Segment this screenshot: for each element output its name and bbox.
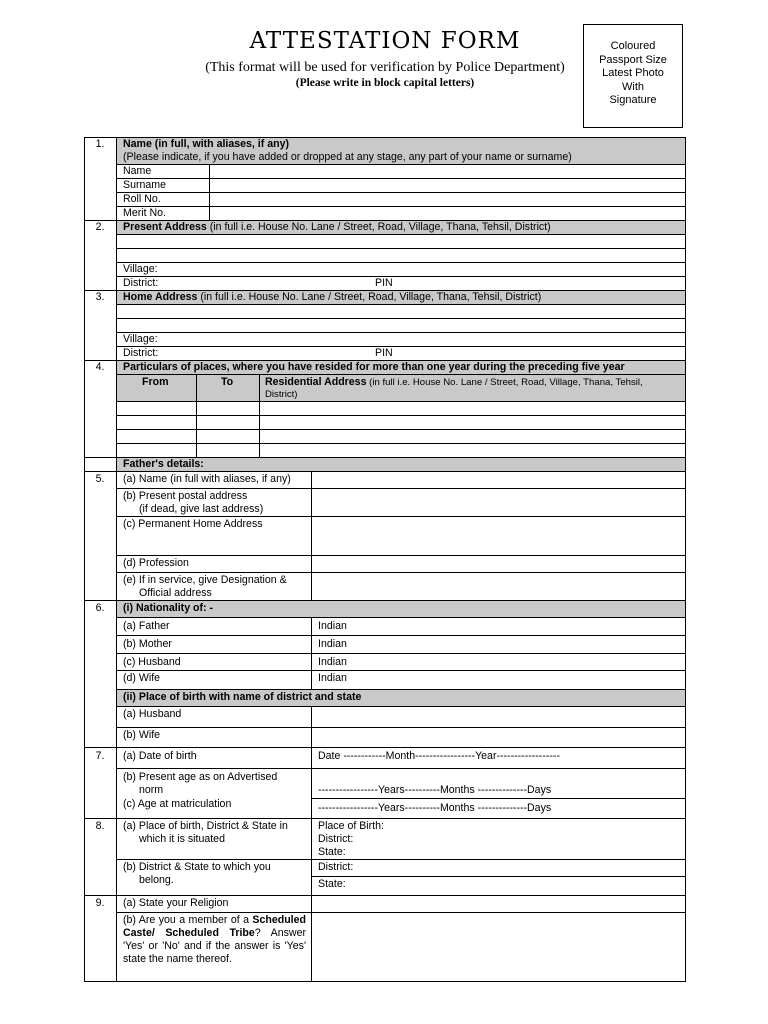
father-profession-field[interactable]	[313, 556, 684, 571]
religion-field[interactable]	[313, 896, 684, 912]
s1-note: (Please indicate, if you have added or dropped at any stage, any part of your name or surname)	[123, 151, 572, 163]
surname-label: Surname	[123, 179, 166, 191]
district-label: District:	[123, 347, 159, 359]
name-field[interactable]	[211, 165, 684, 178]
s2-heading: Present Address (in full i.e. House No. Lane / Street, Road, Village, Thana, Tehsil, District)	[123, 221, 551, 233]
father-name-label: (a) Name (in full with aliases, if any)	[123, 473, 291, 485]
nat-husband-label: (c) Husband	[123, 656, 181, 668]
nat-husband-value[interactable]: Indian	[318, 656, 347, 668]
s6-heading2: (ii) Place of birth with name of district and state	[123, 691, 362, 703]
nat-mother-value[interactable]: Indian	[318, 638, 347, 650]
section-number: 6.	[95, 602, 105, 614]
col-address-cont: District)	[265, 389, 298, 400]
photo-line: Coloured	[610, 40, 656, 52]
village-label: Village:	[123, 263, 158, 275]
merit-no-label: Merit No.	[123, 207, 166, 219]
matric-age-field[interactable]: -----------------Years----------Months --------------Days	[318, 802, 552, 814]
nat-mother-label: (b) Mother	[123, 638, 172, 650]
age-label-cont: norm	[139, 784, 164, 796]
pob-field[interactable]: Place of Birth:	[318, 820, 384, 832]
photo-line: Passport Size	[599, 53, 667, 66]
nat-father-value[interactable]: Indian	[318, 620, 347, 632]
father-designation-field[interactable]	[313, 573, 684, 599]
pin-label: PIN	[375, 277, 393, 289]
section-number: 2.	[95, 221, 105, 233]
section-number: 5.	[95, 473, 105, 485]
belong-label-cont: belong.	[139, 874, 174, 886]
form-title: ATTESTATION FORM	[249, 28, 521, 54]
village-label: Village:	[123, 333, 158, 345]
photo-line: Signature	[609, 94, 657, 106]
col-to: To	[221, 376, 234, 388]
residence-rows[interactable]	[118, 402, 684, 456]
pob-district-field[interactable]: District:	[318, 833, 354, 845]
pob-place-label-cont: which it is situated	[139, 833, 225, 845]
s1-heading: Name (in full, with aliases, if any)	[123, 138, 290, 150]
father-postal-note: (if dead, give last address)	[139, 503, 264, 515]
section-number: 1.	[95, 138, 105, 150]
father-designation-label: (e) If in service, give Designation &	[123, 574, 287, 586]
pob-husband-field[interactable]	[313, 707, 684, 726]
father-home-label: (c) Permanent Home Address	[123, 518, 263, 530]
matric-age-label: (c) Age at matriculation	[123, 798, 232, 810]
father-postal-label: (b) Present postal address	[123, 490, 248, 502]
pob-husband-label: (a) Husband	[123, 708, 182, 720]
section-number: 4.	[95, 361, 105, 373]
pob-wife-field[interactable]	[313, 728, 684, 746]
dob-label: (a) Date of birth	[123, 750, 197, 762]
religion-label: (a) State your Religion	[123, 897, 229, 909]
dob-field[interactable]: Date ------------Month-----------------Year------------------	[318, 750, 560, 762]
pob-wife-label: (b) Wife	[123, 729, 161, 741]
form-instruction: (Please write in block capital letters)	[295, 77, 475, 89]
nat-father-label: (a) Father	[123, 620, 170, 632]
sc-st-question: (b) Are you a member of a Scheduled Caste/ Scheduled Tribe? Answer 'Yes' or 'No' and if the answer is 'Yes' state the name thereof.	[123, 914, 306, 965]
belong-label: (b) District & State to which you	[123, 861, 271, 873]
father-home-field[interactable]	[313, 517, 684, 554]
pob-state-field[interactable]: State:	[318, 846, 346, 858]
nat-wife-value[interactable]: Indian	[318, 672, 347, 684]
roll-no-label: Roll No.	[123, 193, 161, 205]
section-number: 7.	[95, 750, 105, 762]
s5-heading: Father's details:	[123, 458, 204, 470]
photo-line: With	[622, 80, 644, 93]
section-number: 8.	[95, 820, 105, 832]
district-label: District:	[123, 277, 159, 289]
present-address-field[interactable]	[118, 235, 684, 261]
merit-no-field[interactable]	[211, 207, 684, 220]
father-office-label: Official address	[139, 587, 212, 599]
nat-wife-label: (d) Wife	[123, 672, 161, 684]
form-subtitle: (This format will be used for verification by Police Department)	[205, 60, 565, 75]
age-field[interactable]: -----------------Years----------Months --------------Days	[318, 784, 552, 796]
age-label: (b) Present age as on Advertised	[123, 771, 278, 783]
section-number: 3.	[95, 291, 105, 303]
pin-label: PIN	[375, 347, 393, 359]
s4-heading: Particulars of places, where you have resided for more than one year during the preceding five year	[123, 361, 625, 373]
name-label: Name	[123, 165, 152, 177]
sc-st-field[interactable]	[313, 913, 684, 981]
surname-field[interactable]	[211, 179, 684, 192]
father-profession-label: (d) Profession	[123, 557, 189, 569]
photo-box[interactable]	[583, 24, 683, 128]
s6-heading1: (i) Nationality of: -	[123, 602, 214, 614]
pob-place-label: (a) Place of birth, District & State in	[123, 820, 288, 832]
father-postal-field[interactable]	[313, 489, 684, 515]
belong-district-field[interactable]: District:	[318, 861, 354, 873]
col-address: Residential Address (in full i.e. House No. Lane / Street, Road, Village, Thana, Tehsil,	[265, 376, 643, 388]
section-number: 9.	[95, 897, 105, 909]
photo-line: Latest Photo	[602, 67, 664, 79]
home-address-field[interactable]	[118, 305, 684, 331]
col-from: From	[142, 376, 169, 388]
father-name-field[interactable]	[313, 472, 684, 487]
roll-no-field[interactable]	[211, 193, 684, 206]
belong-state-field[interactable]: State:	[318, 878, 346, 890]
s3-heading: Home Address (in full i.e. House No. Lane / Street, Road, Village, Thana, Tehsil, District)	[123, 291, 542, 303]
